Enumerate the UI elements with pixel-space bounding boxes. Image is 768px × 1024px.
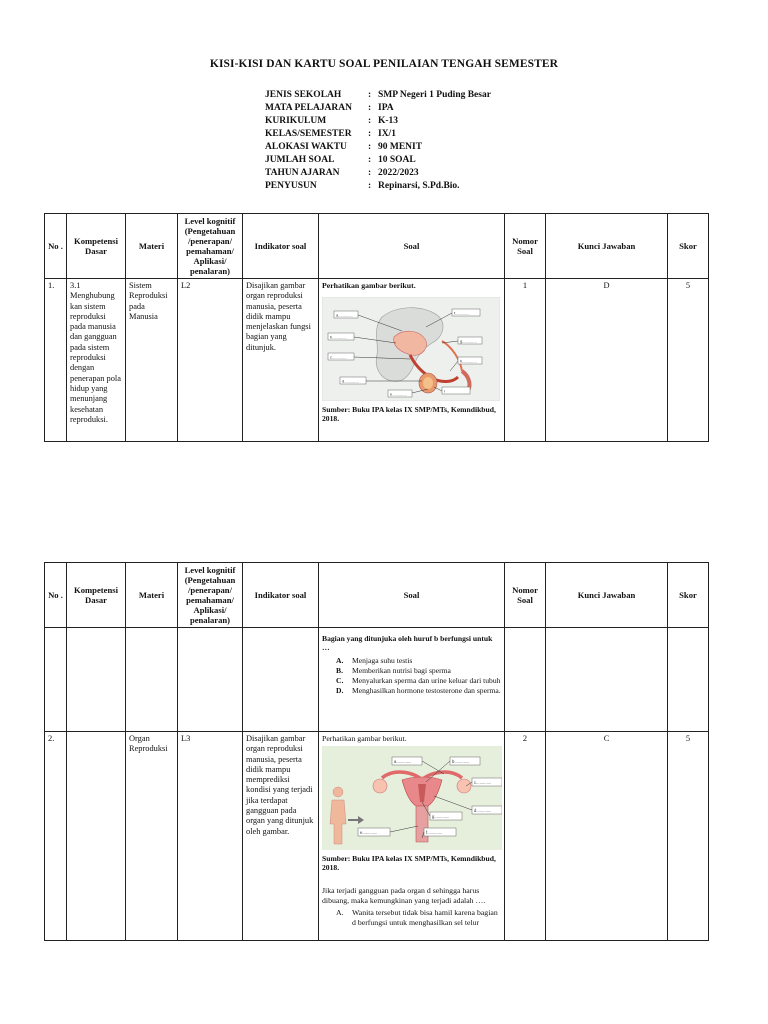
meta-value: SMP Negeri 1 Puding Besar	[378, 90, 491, 100]
meta-separator: :	[368, 181, 372, 191]
header-skor: Skor	[668, 563, 709, 628]
figure-label: e.............	[390, 391, 407, 397]
meta-separator: :	[368, 142, 372, 152]
meta-row	[265, 128, 491, 141]
meta-label: TAHUN AJARAN	[265, 168, 340, 178]
meta-separator: :	[368, 103, 372, 113]
header-soal: Soal	[319, 563, 505, 628]
option-a: A. Wanita tersebut tidak bisa hamil karena bagian d berfungsi untuk menghasilkan sel telur	[336, 908, 498, 927]
figure-source: Sumber: Buku IPA kelas IX SMP/MTs, Kemndikbud, 2018.	[322, 854, 496, 873]
header-no: No .	[45, 214, 67, 279]
document-title: KISI-KISI DAN KARTU SOAL PENILAIAN TENGAH SEMESTER	[209, 58, 559, 70]
meta-value: 2022/2023	[378, 168, 419, 178]
cell-soal	[319, 732, 505, 941]
cell-kunci-jawaban: C	[546, 732, 668, 941]
meta-label: MATA PELAJARAN	[265, 103, 352, 113]
cell-nomor-soal: 2	[505, 732, 546, 941]
meta-separator: :	[368, 129, 372, 139]
figure-label: a.............	[394, 759, 412, 765]
cell-materi: Sistem Reproduksi pada Manusia	[126, 279, 178, 442]
header-kunci-jawaban: Kunci Jawaban	[546, 214, 668, 279]
meta-row	[265, 167, 491, 180]
cell-kunci-jawaban: D	[546, 279, 668, 442]
meta-row	[265, 141, 491, 154]
cell-materi: Organ Reproduksi	[126, 732, 178, 941]
cell-nomor-soal: 1	[505, 279, 546, 442]
header-no: No .	[45, 563, 67, 628]
figure-label: h.............	[460, 358, 477, 364]
figure-label: b.............	[452, 759, 470, 765]
header-nomor-soal: Nomor Soal	[505, 563, 546, 628]
document-meta	[265, 89, 491, 193]
figure-label: d.............	[342, 378, 359, 384]
option-a: A. Menjaga suhu testis	[336, 656, 413, 665]
cell-indikator: Disajikan gambar organ reproduksi manusia, peserta didik mampu menjelaskan fungsi bagian yang ditunjuk.	[243, 279, 319, 442]
cell-no: 2.	[45, 732, 67, 941]
meta-value: IPA	[378, 103, 394, 113]
cell-no: 1.	[45, 279, 67, 442]
meta-value: 10 SOAL	[378, 155, 416, 165]
male-reproductive-figure	[322, 297, 501, 401]
meta-row	[265, 180, 491, 193]
figure-label: g.............	[460, 338, 477, 344]
meta-separator: :	[368, 168, 372, 178]
meta-label: KURIKULUM	[265, 116, 327, 126]
meta-value: 90 MENIT	[378, 142, 423, 152]
answer-options	[322, 908, 501, 927]
cell-indikator: Disajikan gambar organ reproduksi manusia, peserta didik mampu memprediksi kondisi yang terjadi jika terdapat gangguan pada organ yang ditunjuk oleh gambar.	[243, 732, 319, 941]
meta-label: JUMLAH SOAL	[265, 155, 335, 165]
cell-level: L2	[178, 279, 243, 442]
figure-label: e.............	[360, 830, 378, 836]
table-row	[45, 732, 709, 941]
header-kompetensi-dasar: Kompetensi Dasar	[67, 214, 126, 279]
meta-value: Repinarsi, S.Pd.Bio.	[378, 181, 460, 191]
figure-label: c.............	[474, 780, 492, 786]
meta-label: KELAS/SEMESTER	[265, 129, 352, 139]
figure-label: i	[444, 388, 445, 394]
figure-label: f.............	[426, 830, 443, 836]
header-level-kognitif: Level kognitif (Pengetahuan /penerapan/ pemahaman/ Aplikasi/ penalaran)	[178, 563, 243, 628]
header-kunci-jawaban: Kunci Jawaban	[546, 563, 668, 628]
header-kompetensi-dasar: Kompetensi Dasar	[67, 563, 126, 628]
male-reproductive-image	[322, 297, 500, 401]
cell-skor: 5	[668, 732, 709, 941]
meta-separator: :	[368, 116, 372, 126]
question-table-2	[44, 562, 709, 941]
figure-label: g.............	[432, 814, 450, 820]
meta-row	[265, 154, 491, 167]
female-reproductive-image	[322, 746, 502, 850]
cell-level: L3	[178, 732, 243, 941]
figure-label: c.............	[330, 354, 347, 360]
figure-source: Sumber: Buku IPA kelas IX SMP/MTs, Kemndikbud, 2018.	[322, 405, 496, 424]
table-row	[45, 279, 709, 442]
question-stem: Perhatikan gambar berikut.	[322, 281, 416, 290]
meta-row	[265, 89, 491, 102]
figure-label: b.............	[330, 334, 347, 340]
meta-row	[265, 102, 491, 115]
meta-label: PENYUSUN	[265, 181, 317, 191]
meta-label: ALOKASI WAKTU	[265, 142, 347, 152]
header-indikator: Indikator soal	[243, 214, 319, 279]
meta-label: JENIS SEKOLAH	[265, 90, 342, 100]
cell-kompetensi-dasar: 3.1 Menghubung kan sistem reproduksi pada manusia dan gangguan pada sistem reproduksi dengan penerapan pola hidup yang menunjang kesehatan reproduksi.	[67, 279, 126, 442]
meta-separator: :	[368, 155, 372, 165]
header-indikator: Indikator soal	[243, 563, 319, 628]
answer-options	[322, 656, 501, 695]
cell-skor: 5	[668, 279, 709, 442]
header-skor: Skor	[668, 214, 709, 279]
question-text: Jika terjadi gangguan pada organ d sehingga harus dibuang, maka kemungkinan yang terjadi adalah ….	[322, 886, 486, 905]
header-materi: Materi	[126, 563, 178, 628]
option-d: D. Menghasilkan hormone testosterone dan sperma.	[336, 686, 501, 695]
header-materi: Materi	[126, 214, 178, 279]
cell-soal-continued	[319, 628, 505, 732]
figure-label: f.............	[454, 310, 470, 316]
figure-label: d.............	[474, 808, 492, 814]
header-nomor-soal: Nomor Soal	[505, 214, 546, 279]
option-c: C. Menyalurkan sperma dan urine keluar dari tubuh	[336, 676, 501, 685]
meta-value: K-13	[378, 116, 399, 126]
meta-value: IX/1	[378, 129, 396, 139]
figure-label: a.............	[336, 312, 353, 318]
option-b: B. Memberikan nutrisi bagi sperma	[336, 666, 451, 675]
question-text: Bagian yang ditunjuka oleh huruf b berfungsi untuk …	[322, 634, 493, 652]
question-table-1	[44, 213, 709, 442]
table-row	[45, 628, 709, 732]
meta-separator: :	[368, 90, 372, 100]
meta-row	[265, 115, 491, 128]
question-stem: Perhatikan gambar berikut.	[322, 734, 407, 743]
female-reproductive-figure	[322, 746, 501, 850]
cell-soal	[319, 279, 505, 442]
header-level-kognitif: Level kognitif (Pengetahuan /penerapan/ pemahaman/ Aplikasi/ penalaran)	[178, 214, 243, 279]
header-soal: Soal	[319, 214, 505, 279]
